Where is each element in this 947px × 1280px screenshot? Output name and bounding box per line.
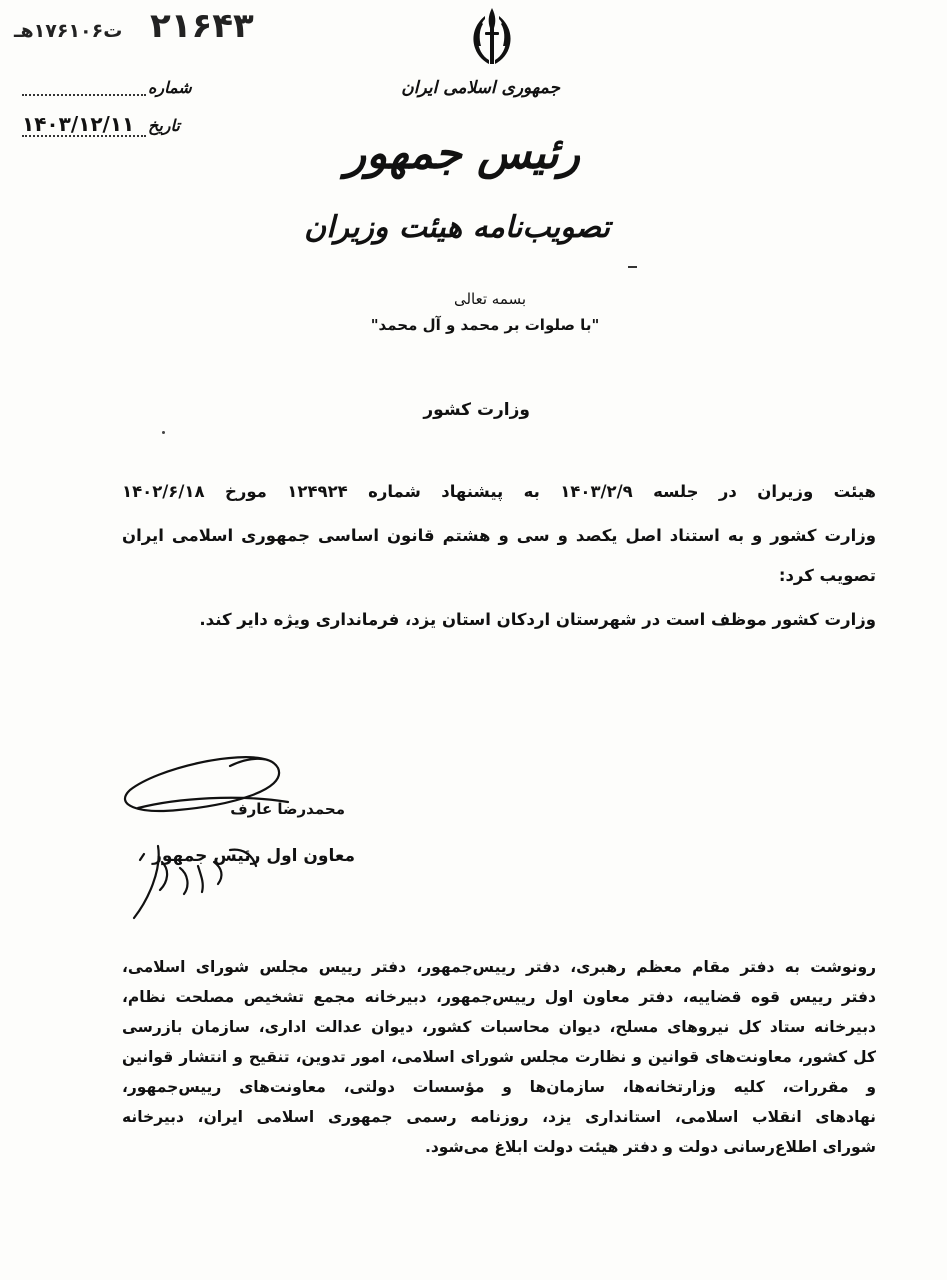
copies-line-5: و مقررات، کلیه وزارتخانه‌ها، سازمان‌ها و مؤسسات دولتی، معاونت‌های رییس‌جمهور،	[122, 1078, 876, 1096]
date-label: تاریخ	[148, 116, 180, 135]
copies-line-2: دفتر رییس قوه قضاییه، دفتر معاون اول رییس‌جمهور، دبیرخانه مجمع تشخیص مصلحت نظام،	[122, 988, 876, 1006]
body-line-2: وزارت کشور و به استناد اصل یکصد و سی و هشتم قانون اساسی جمهوری اسلامی ایران	[122, 526, 876, 545]
copies-line-7: شورای اطلاع‌رسانی دولت و دفتر هیئت دولت ابلاغ می‌شود.	[424, 1138, 876, 1156]
body-line-4: وزارت کشور موظف است در شهرستان اردکان استان یزد، فرمانداری ویژه دایر کند.	[199, 610, 876, 629]
body-line-3: تصویب کرد:	[778, 566, 876, 585]
copies-line-1: رونوشت به دفتر مقام معظم رهبری، دفتر رییس‌جمهور، دفتر رییس مجلس شورای اسلامی،	[122, 958, 876, 976]
iran-emblem-icon	[455, 2, 529, 76]
copies-line-4: کل کشور، معاونت‌های قوانین و نظارت مجلس شورای اسلامی، امور تدوین، تنقیح و انتشار قوانین	[122, 1048, 876, 1066]
body-line-1: هیئت وزیران در جلسه ۱۴۰۳/۲/۹ به پیشنهاد شماره ۱۲۴۹۲۴ مورخ ۱۴۰۲/۶/۱۸	[122, 482, 876, 501]
besmeh: بسمه تعالی	[453, 290, 527, 308]
signer-title: معاون اول رئیس جمهور	[152, 846, 355, 866]
copies-line-6: نهادهای انقلاب اسلامی، استانداری یزد، روزنامه رسمی جمهوری اسلامی ایران، دبیرخانه	[122, 1108, 876, 1126]
copies-line-3: دبیرخانه ستاد کل نیروهای مسلح، دیوان محاسبات کشور، دیوان عدالت اداری، سازمان بازرسی	[122, 1018, 876, 1036]
republic-title: جمهوری اسلامی ایران	[401, 78, 560, 98]
date-dotted-line	[22, 133, 146, 137]
number-label: شماره	[148, 78, 192, 97]
stray-dot	[162, 431, 165, 434]
signer-name: محمدرضا عارف	[230, 800, 345, 818]
signature-scribble	[118, 750, 318, 926]
reference-number: ت۱۷۶۱۰۶هـ	[14, 20, 123, 42]
president-title: رئیس جمهور	[344, 128, 580, 179]
recipient: وزارت کشور	[423, 400, 530, 420]
number-dotted-line	[22, 86, 146, 96]
date-value: ۱۴۰۳/۱۲/۱۱	[22, 112, 135, 136]
stray-mark	[628, 266, 637, 268]
registry-number: ۲۱۶۴۳	[150, 6, 254, 46]
decree-type-title: تصویب‌نامه هیئت وزیران	[304, 210, 610, 245]
salavat: "با صلوات بر محمد و آل محمد"	[370, 316, 600, 334]
